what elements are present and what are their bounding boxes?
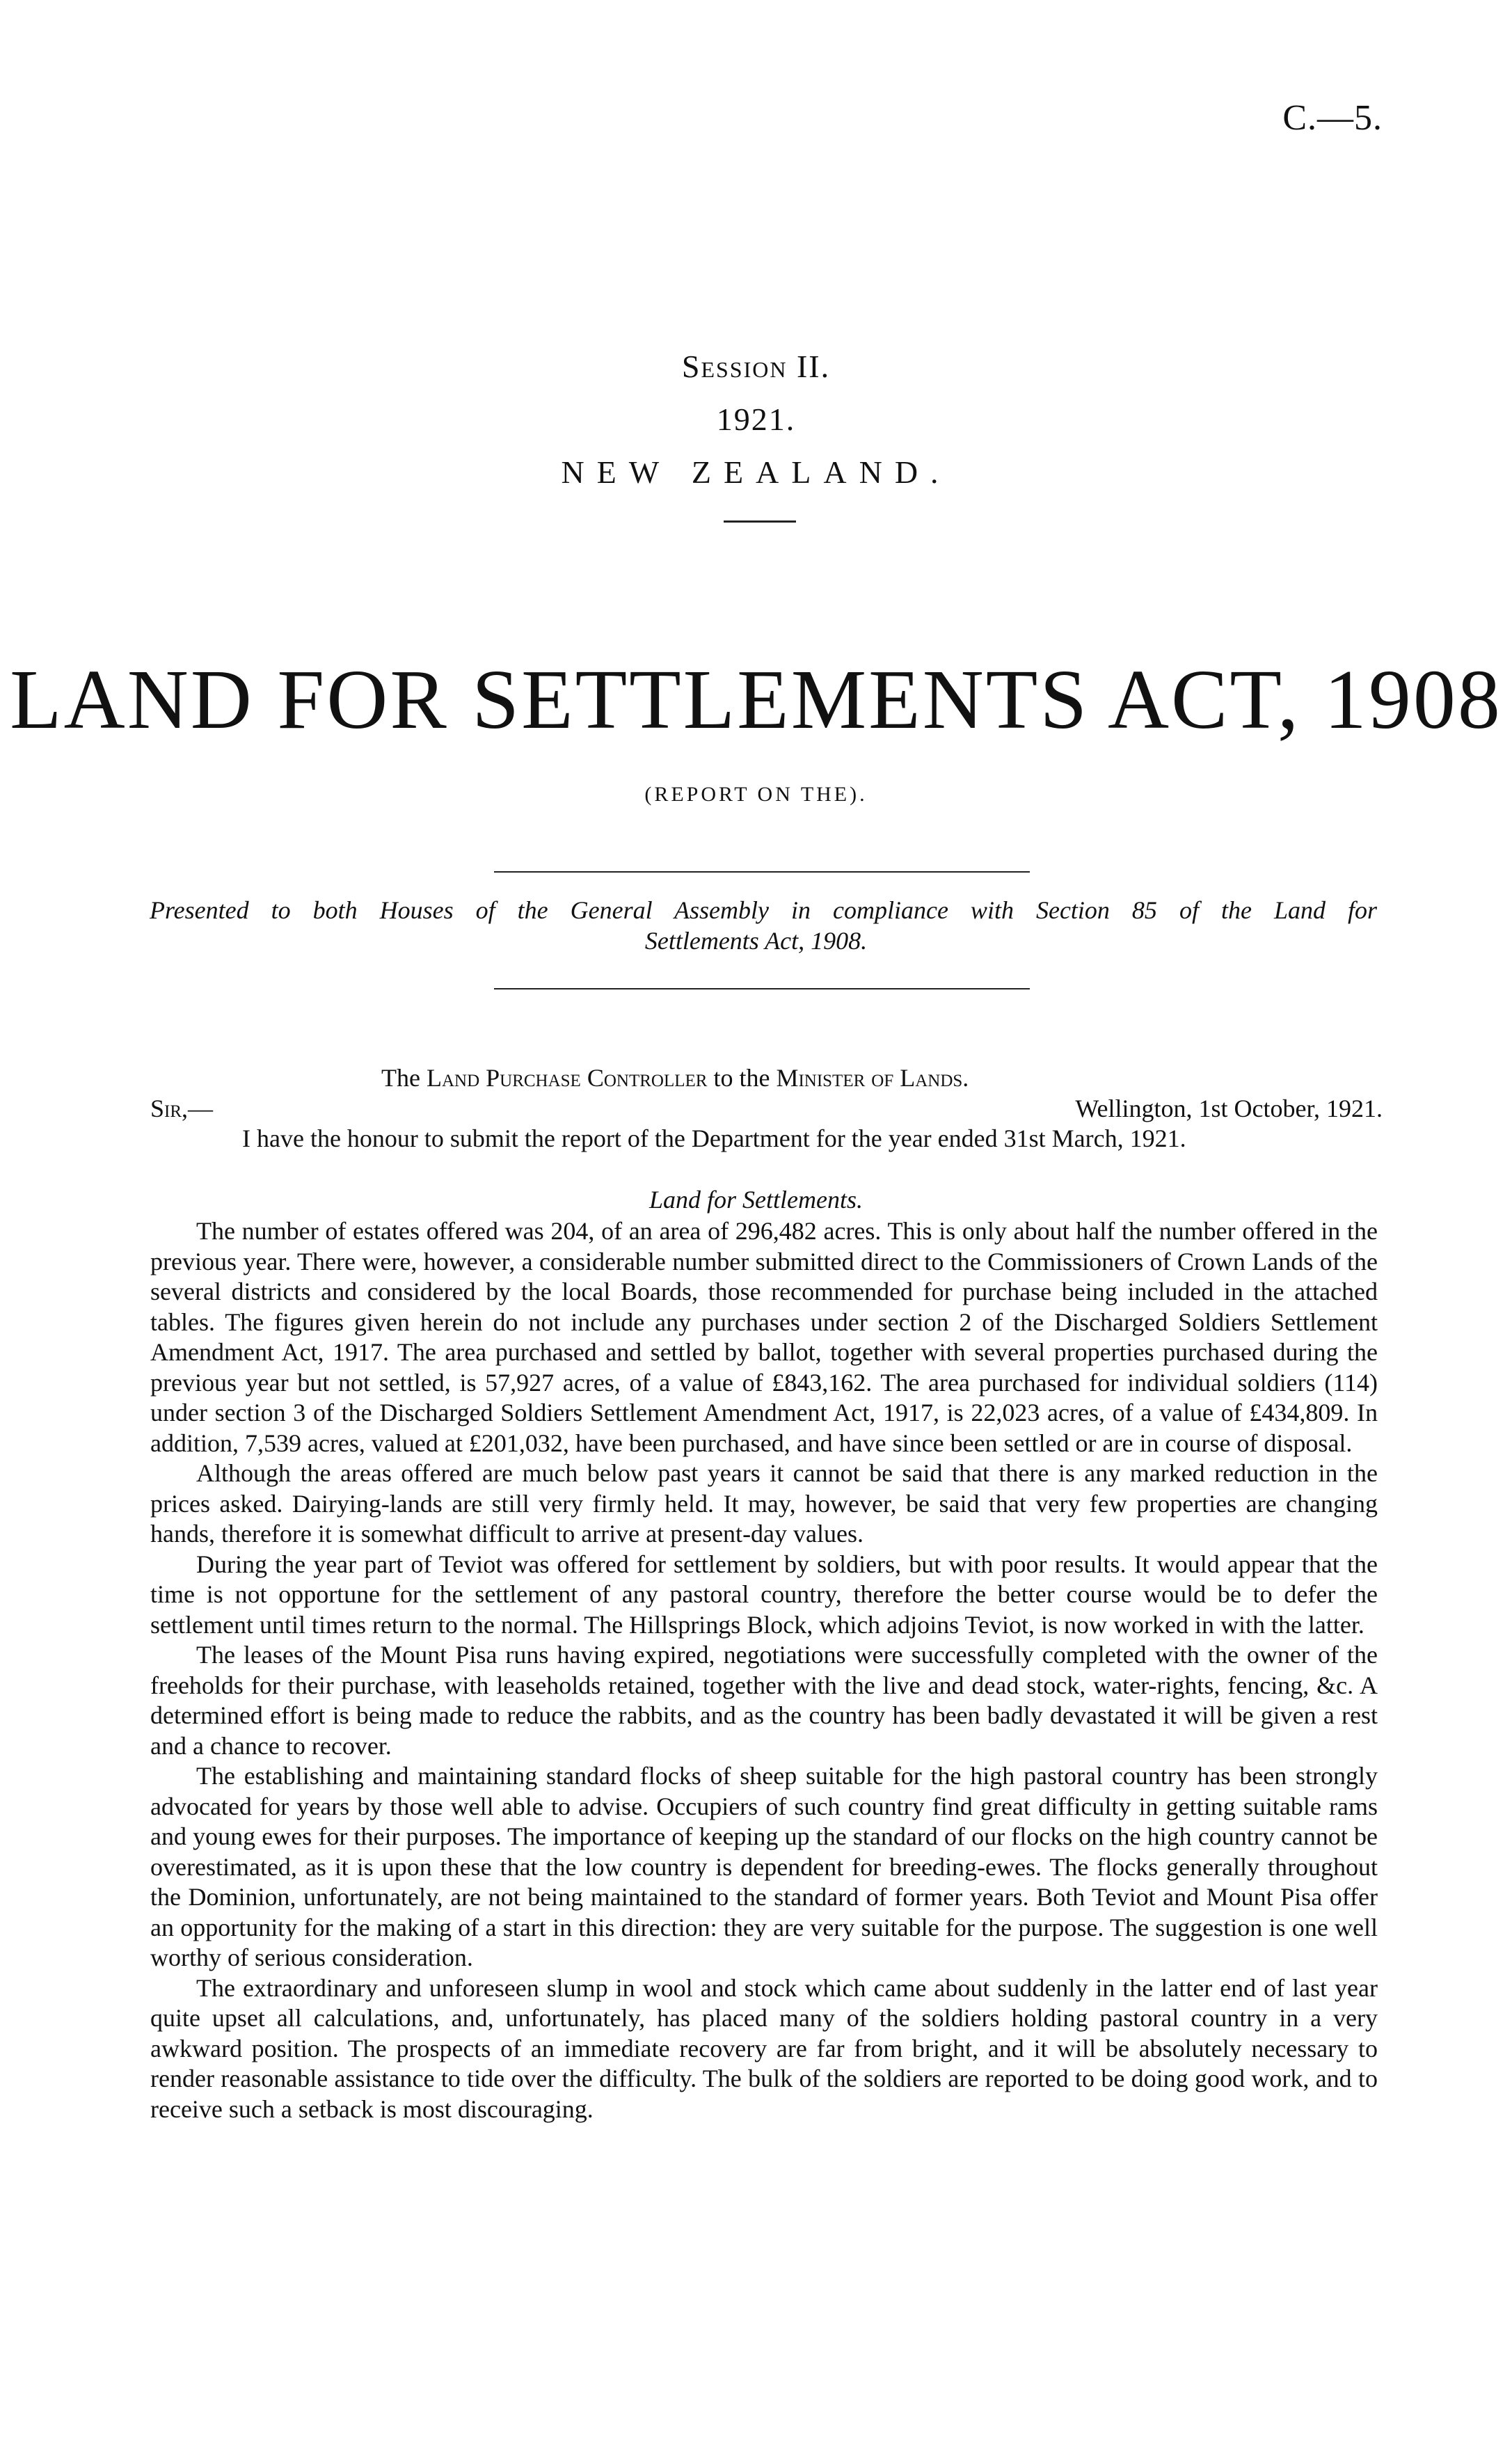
body-paragraph: The number of estates offered was 204, of an area of 296,482 acres. This is only about half the number offered in the previous year. There were, however, a considerable number submitted direct to the Commissioners of Crown Lands of the several districts and considered by the local Boards, those recommended for purchase being included in the attached tables. The figures given herein do not include any purchases under section 2 of the Discharged Soldiers Settlement Amendment Act, 1917. The area purchased and settled by ballot, together with several properties purchased during the previous year but not settled, is 57,927 acres, of a value of £843,162. The area purchased for individual soldiers (114) under section 3 of the Discharged Soldiers Settlement Amendment Act, 1917, is 22,023 acres, of a value of £434,809. In addition, 7,539 acres, valued at £201,032, have been purchased, and have since been settled or are in course of disposal. bbox=[150, 1217, 1378, 1457]
divider bbox=[494, 988, 1030, 989]
intro-paragraph bbox=[150, 1124, 1378, 1154]
body-paragraph: The extraordinary and unforeseen slump in wool and stock which came about suddenly in the latter end of last year quite upset all calculations, and, unfortunately, has placed many of the soldiers holding pastoral country in a very awkward position. The prospects of an immediate recovery are far from bright, and it will be absolutely necessary to render reasonable assistance to tide over the difficulty. The bulk of the soldiers are reported to be doing good work, and to receive such a setback is most discouraging. bbox=[150, 1973, 1378, 2123]
address-text: to the bbox=[707, 1064, 777, 1092]
body-paragraph: During the year part of Teviot was offered for settlement by soldiers, but with poor results. It would appear that the time is not opportune for the settlement of any pastoral country, therefore the better course would be to defer the settlement until times return to the normal. The Hillsprings Block, which adjoins Teviot, is now worked in with the latter. bbox=[150, 1550, 1378, 1639]
body-paragraph: Although the areas offered are much below past years it cannot be said that there is any marked reduction in the prices asked. Dairying-lands are still very firmly held. It may, however, be said that very few properties are changing hands, therefore it is somewhat difficult to arrive at present-day values. bbox=[150, 1459, 1378, 1548]
presentation-note-line1: Presented to both Houses of the General Assembly in compliance with Section 85 of the Land for bbox=[150, 896, 1377, 924]
address-recipient: Minister of Lands bbox=[776, 1064, 963, 1092]
divider bbox=[494, 871, 1030, 873]
letter-address bbox=[381, 1063, 969, 1092]
address-text: . bbox=[962, 1064, 969, 1092]
section-heading: Land for Settlements. bbox=[649, 1186, 863, 1214]
session-year: 1921. bbox=[716, 401, 796, 437]
intro-text: I have the honour to submit the report of the Department for the year ended 31st March, 1921. bbox=[242, 1124, 1186, 1152]
page-number: C.—5. bbox=[1282, 98, 1383, 138]
salutation: Sir,— bbox=[150, 1095, 214, 1122]
document-title: LAND FOR SETTLEMENTS ACT, 1908 bbox=[10, 653, 1502, 747]
body-paragraph: The leases of the Mount Pisa runs having expired, negotiations were successfully completed with the owner of the freeholds for their purchase, with leaseholds retained, together with the live and dead stock, water-rights, fencing, &c. A determined effort is being made to reduce the rabbits, and as the country has been badly devastated it will be given a rest and a chance to recover. bbox=[150, 1641, 1378, 1760]
body-paragraph: The establishing and maintaining standard flocks of sheep suitable for the high pastoral country has been strongly advocated for years by those well able to advise. Occupiers of such country find great difficulty in getting suitable rams and young ewes for their purposes. The importance of keeping up the standard of our flocks on the high country cannot be overestimated, as it is upon these that the low country is dependent for breeding-ewes. The flocks generally throughout the Dominion, unfortunately, are not being maintained to the standard of former years. Both Teviot and Mount Pisa offer an opportunity for the making of a start in this direction: they are very suitable for the purpose. The suggestion is one well worthy of serious consideration. bbox=[150, 1762, 1378, 1971]
country-label: NEW ZEALAND. bbox=[561, 454, 951, 490]
session-label: Session II. bbox=[681, 349, 831, 384]
divider bbox=[724, 520, 796, 523]
presentation-note-line2: Settlements Act, 1908. bbox=[644, 927, 868, 955]
address-sender: Land Purchase Controller bbox=[426, 1064, 708, 1092]
dateline: Wellington, 1st October, 1921. bbox=[1075, 1095, 1383, 1122]
document-subtitle: (REPORT ON THE). bbox=[644, 783, 868, 806]
address-text: The bbox=[381, 1064, 427, 1092]
report-body bbox=[150, 1216, 1378, 2124]
